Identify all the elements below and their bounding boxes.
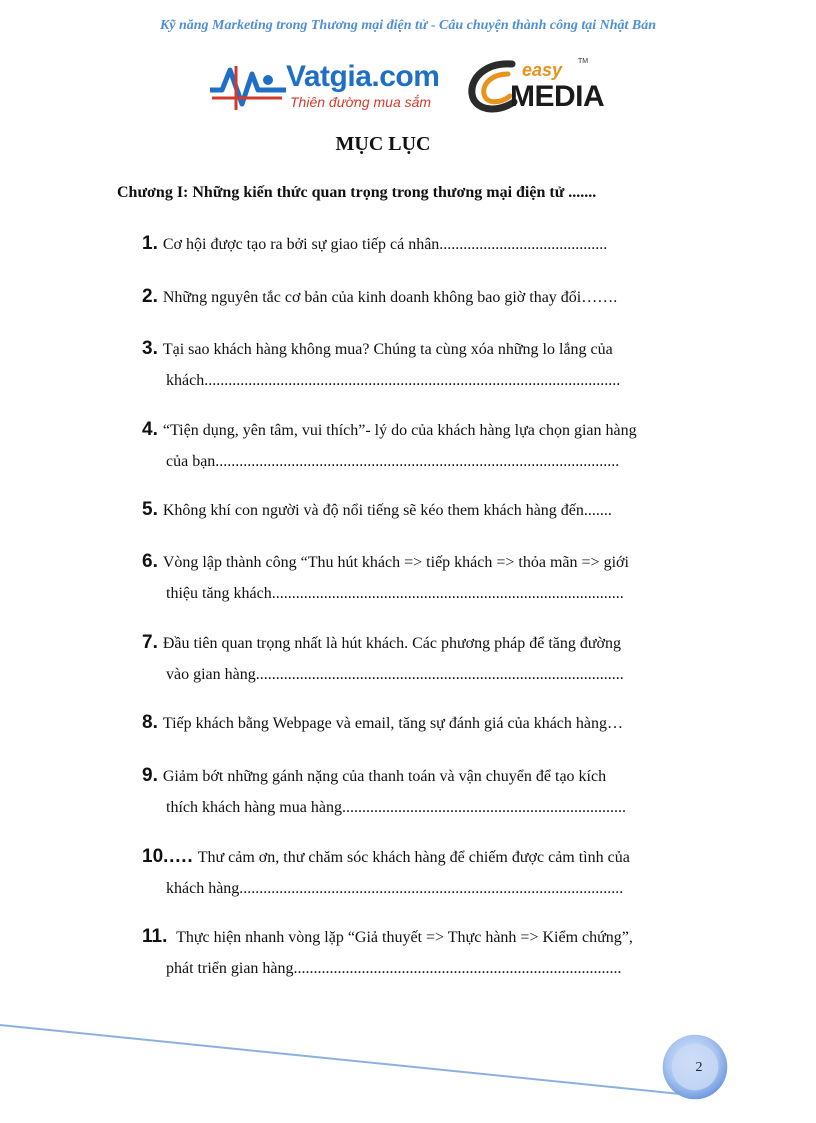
toc-item-number: 3. [142,338,158,359]
toc-item-text-continued: vào gian hàng............................................................................................ [166,666,624,683]
vatgia-slogan: Thiên đường mua sắm [290,94,432,110]
toc-item-text: Tại sao khách hàng không mua? Chúng ta cùng xóa những lo lắng của [162,341,613,358]
toc-item-text-continued: phát triển gian hàng.................................................................................. [166,960,622,977]
toc-item-number: 8. [142,712,158,733]
toc-item-number: 6. [142,551,158,572]
toc-item-2[interactable] [142,281,702,313]
toc-item-number: 1. [142,233,158,254]
chapter-title: : Những kiến thức quan trọng trong thương mại điện tử ....... [183,184,597,201]
toc-item-number: 4. [142,419,158,440]
toc-item-9[interactable] [142,760,702,823]
toc-item-text: Cơ hội được tạo ra bởi sự giao tiếp cá nhân.......................................... [162,236,608,253]
toc-item-number: 5. [142,499,158,520]
chapter-heading [117,184,596,202]
toc-item-text: Thư cảm ơn, thư chăm sóc khách hàng để chiếm được cảm tình của [197,849,630,866]
toc-item-text: Thực hiện nhanh vòng lặp “Giả thuyết => Thực hành => Kiểm chứng”, [172,929,633,946]
toc-item-text: Những nguyên tắc cơ bản của kinh doanh không bao giờ thay đổi……. [162,289,618,306]
toc-item-4[interactable] [142,414,702,477]
toc-item-text-continued: khách........................................................................................................ [166,372,621,389]
toc-item-1[interactable] [142,228,702,260]
page-number: 2 [695,1060,703,1075]
chapter-prefix: Chương I [117,184,184,201]
toc-title: MỤC LỤC [335,133,431,155]
toc-item-number: 2. [142,286,158,307]
toc-item-number: 11. [142,926,168,947]
easy-word: easy [522,60,563,80]
toc-item-text: Giảm bớt những gánh nặng của thanh toán và vận chuyển để tạo kích [162,768,607,785]
toc-item-text: Vòng lập thành công “Thu hút khách => tiếp khách => thỏa mãn => giới [162,554,629,571]
page-header: Kỹ năng Marketing trong Thương mại điện tử - Câu chuyện thành công tại Nhật Bản [159,18,657,33]
toc-item-text-continued: khách hàng................................................................................................ [166,880,624,897]
toc-item-text-continued: thiệu tăng khách........................................................................................ [166,585,624,602]
toc-item-3[interactable] [142,333,702,396]
easy-media-word: MEDIA [510,80,605,113]
toc-item-number: 9. [142,765,158,786]
logo-bar [0,58,816,118]
toc-item-11[interactable] [142,921,702,984]
toc-item-5[interactable] [142,494,702,526]
vatgia-wave-icon [208,60,288,116]
vatgia-logo [208,60,458,116]
toc-item-text: “Tiện dụng, yên tâm, vui thích”- lý do của khách hàng lựa chọn gian hàng [162,422,637,439]
toc-item-number: 10.…. [142,846,193,867]
toc-item-text: Đầu tiên quan trọng nhất là hút khách. Các phương pháp để tăng đường [162,635,622,652]
toc-item-7[interactable] [142,627,702,690]
toc-item-8[interactable] [142,707,702,739]
easy-trademark: TM [578,58,589,65]
easy-media-logo [466,58,626,116]
toc-item-text-continued: của bạn..................................................................................................... [166,453,620,470]
toc-item-text: Tiếp khách bằng Webpage và email, tăng sự đánh giá của khách hàng… [162,715,623,732]
toc-item-10[interactable] [142,841,702,904]
vatgia-name: Vatgia.com [286,60,440,93]
toc-item-text: Không khí con người và độ nổi tiếng sẽ kéo them khách hàng đến....... [162,502,612,519]
toc-item-text-continued: thích khách hàng mua hàng....................................................................... [166,799,626,816]
toc-item-number: 7. [142,632,158,653]
toc-item-6[interactable] [142,546,702,609]
